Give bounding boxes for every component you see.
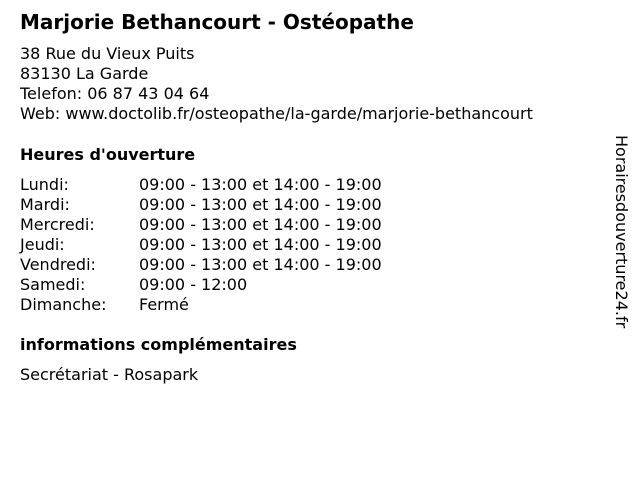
additional-info-text: Secrétariat - Rosapark <box>20 365 199 384</box>
hours-row-vendredi <box>20 255 382 275</box>
street-address: 38 Rue du Vieux Puits <box>20 44 195 63</box>
watermark-text: Horairesdouverture24.fr <box>612 135 631 329</box>
time-range: 09:00 - 13:00 et 14:00 - 19:00 <box>139 255 382 274</box>
watermark-site-label <box>611 135 631 345</box>
day-label: Mardi: <box>20 195 70 214</box>
time-range: 09:00 - 13:00 et 14:00 - 19:00 <box>139 235 382 254</box>
hours-row-jeudi <box>20 235 382 255</box>
hours-row-lundi <box>20 175 382 195</box>
time-range: 09:00 - 13:00 et 14:00 - 19:00 <box>139 215 382 234</box>
opening-hours-table <box>20 175 382 315</box>
day-label: Lundi: <box>20 175 69 194</box>
day-label: Jeudi: <box>20 235 65 254</box>
website-url: Web: www.doctolib.fr/osteopathe/la-garde/marjorie-bethancourt <box>20 104 533 123</box>
city-postal-code: 83130 La Garde <box>20 64 149 83</box>
address-block <box>20 44 533 124</box>
time-range: 09:00 - 13:00 et 14:00 - 19:00 <box>139 195 382 214</box>
time-range: 09:00 - 12:00 <box>139 275 248 294</box>
day-label: Mercredi: <box>20 215 95 234</box>
hours-row-mercredi <box>20 215 382 235</box>
hours-row-dimanche <box>20 295 382 315</box>
phone-number: Telefon: 06 87 43 04 64 <box>20 84 210 103</box>
additional-info-heading: informations complémentaires <box>20 335 297 354</box>
day-label: Dimanche: <box>20 295 107 314</box>
page-title: Marjorie Bethancourt - Ostéopathe <box>20 10 414 34</box>
opening-hours-heading: Heures d'ouverture <box>20 145 196 164</box>
day-label: Samedi: <box>20 275 86 294</box>
hours-row-samedi <box>20 275 382 295</box>
time-range: 09:00 - 13:00 et 14:00 - 19:00 <box>139 175 382 194</box>
time-range: Fermé <box>139 295 189 314</box>
day-label: Vendredi: <box>20 255 96 274</box>
hours-row-mardi <box>20 195 382 215</box>
